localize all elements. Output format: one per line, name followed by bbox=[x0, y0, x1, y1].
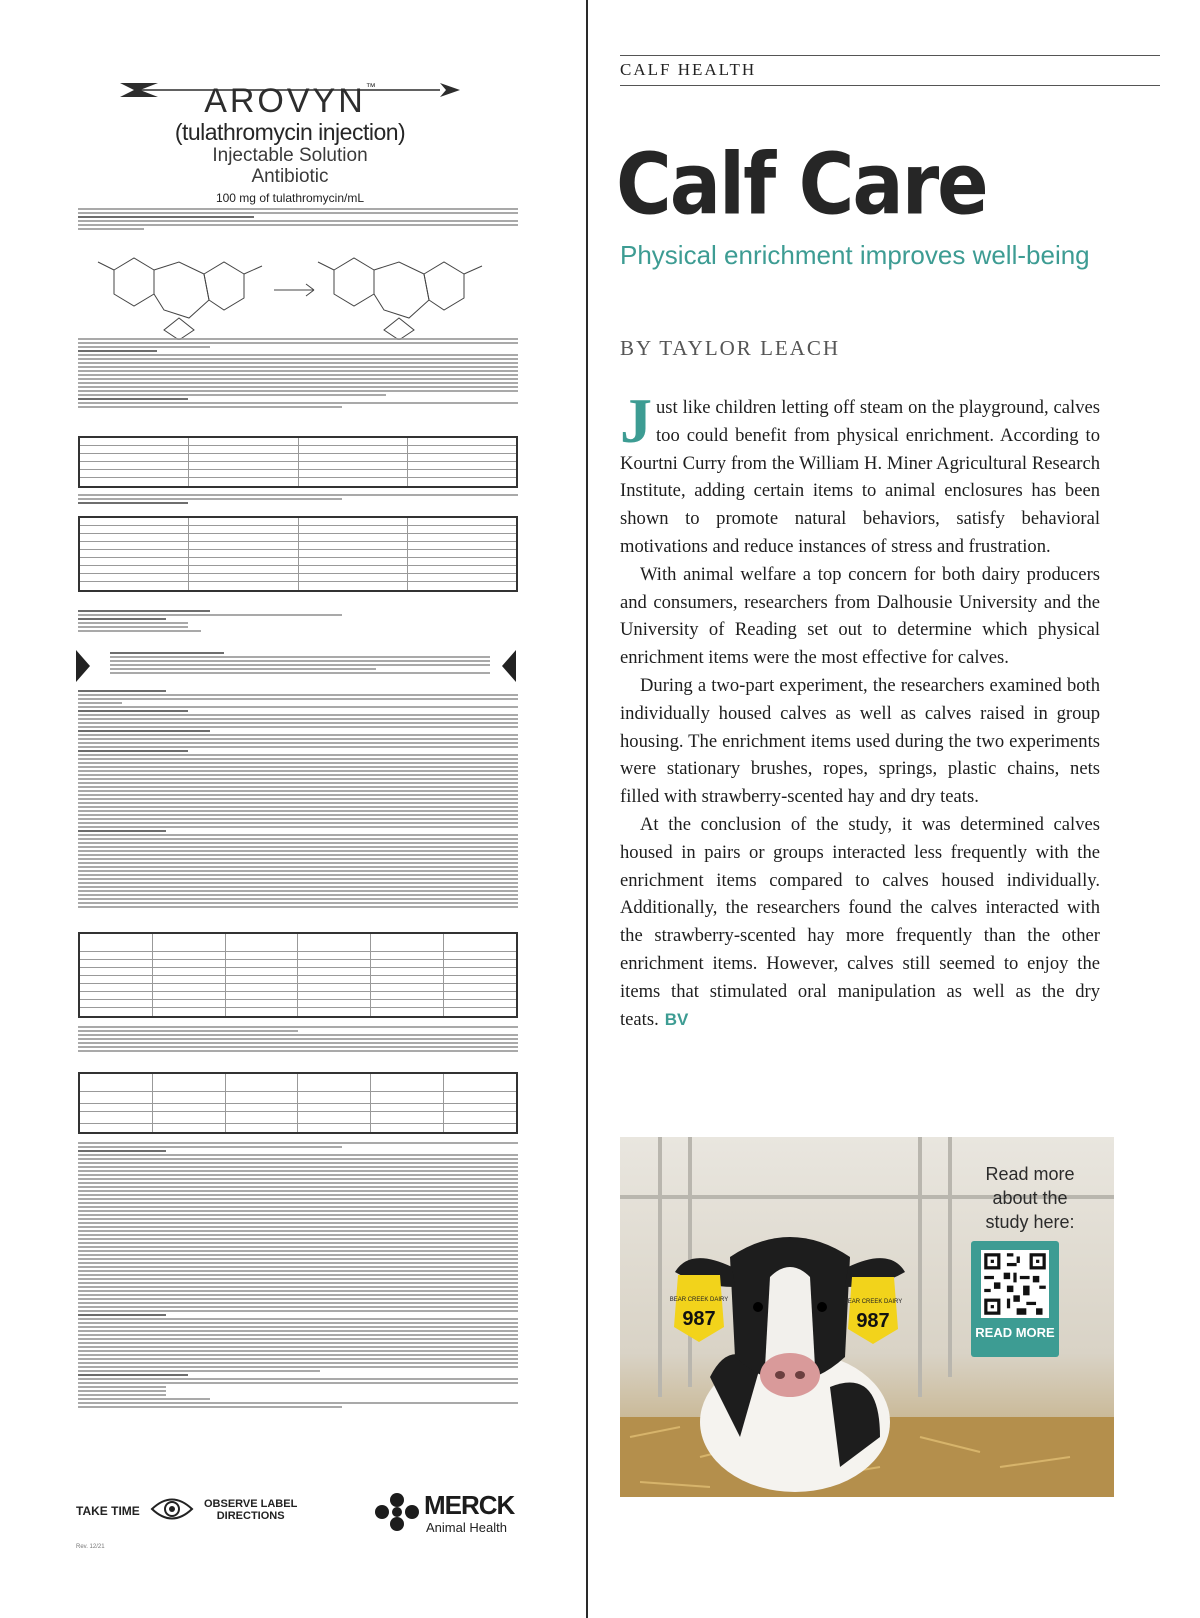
merck-logo-icon bbox=[372, 1492, 422, 1532]
article-subtitle: Physical enrichment improves well-being bbox=[620, 240, 1090, 270]
qr-code-card[interactable] bbox=[971, 1241, 1059, 1357]
form-line-2: Antibiotic bbox=[251, 166, 329, 187]
label-footer bbox=[76, 1490, 526, 1535]
read-more-button[interactable]: READ MORE bbox=[975, 1325, 1055, 1340]
fine-print-swine-mic bbox=[78, 1026, 518, 1054]
article-page bbox=[588, 0, 1200, 1618]
company-name: MERCK bbox=[424, 1490, 515, 1520]
company-division: Animal Health bbox=[426, 1520, 507, 1535]
mic-table-cattle bbox=[78, 932, 518, 1018]
drop-cap: J bbox=[620, 385, 652, 456]
article-title: Calf Care bbox=[616, 134, 987, 234]
chemical-structure-diagram bbox=[84, 240, 504, 340]
paragraph: At the conclusion of the study, it was determined calves housed in pairs or groups interacted less frequently with the enrichment items compared to calves housed individually. Additionally, the researchers found the calves interacted with the strawberry-scented hay more frequently than the other enrichment items. However, calves still seemed to enjoy the items that stimulated oral manipulation as well as the dry teats. BV bbox=[620, 813, 1100, 1030]
observe-label-text: OBSERVE LABEL DIRECTIONS bbox=[204, 1498, 298, 1522]
read-more-promo: Read more about the study here: bbox=[985, 1164, 1075, 1232]
concentration: 100 mg of tulathromycin/mL bbox=[215, 191, 365, 205]
fine-print-residue bbox=[110, 652, 490, 676]
ear-tag-number-left: 987 bbox=[682, 1308, 716, 1330]
dosing-table-swine bbox=[78, 516, 518, 592]
fine-print-swine bbox=[78, 494, 518, 506]
article-body bbox=[620, 385, 1100, 1033]
product-logo bbox=[100, 78, 480, 205]
paragraph: Just like children letting off steam on the playground, calves too could benefit from physical enrichment. According to Kourtni Curry from the William H. Miner Agricultural Research Institute, adding certain items to animal enclosures has been shown to promote natural behaviors, satisfy behavioral motivations and reduce instances of stress and frustration. bbox=[620, 385, 1100, 557]
fine-print-precautions bbox=[78, 690, 518, 910]
paragraph: During a two-part experiment, the researchers examined both individually housed calves as well as calves raised in group housing. The enrichment items used during the two experiments were stationary brushes, ropes, springs, plastic chains, nets filled with strawberry-scented hay and dry teats. bbox=[620, 674, 1100, 808]
paragraph: With animal welfare a top concern for both dairy producers and consumers, researchers from Dalhousie University and the University of Reading set out to determine which physical enrichment items were the most effective for calves. bbox=[620, 563, 1100, 669]
mic-table-swine bbox=[78, 1072, 518, 1134]
eye-icon bbox=[150, 1494, 194, 1524]
brand-name: AROVYN™ bbox=[204, 82, 376, 120]
dosing-table-cattle bbox=[78, 436, 518, 488]
fine-print-effectiveness bbox=[78, 1142, 518, 1410]
qr-code-icon[interactable] bbox=[981, 1250, 1049, 1318]
fold-mark-left bbox=[76, 650, 90, 682]
section-rule bbox=[620, 85, 1160, 86]
revision-note: Rev. 12/21 bbox=[76, 1544, 105, 1550]
calf-photo bbox=[620, 1137, 1114, 1497]
fine-print-intro bbox=[78, 208, 518, 232]
top-rule bbox=[620, 55, 1160, 56]
fine-print-contraindications bbox=[78, 610, 518, 634]
section-label: CALF HEALTH bbox=[620, 60, 757, 79]
end-mark: BV bbox=[664, 1009, 689, 1029]
fine-print-indications bbox=[78, 338, 518, 410]
generic-name: (tulathromycin injection) bbox=[174, 119, 406, 145]
product-label-page bbox=[0, 0, 580, 1618]
ear-tag-farm-right: BEAR CREEK DAIRY bbox=[843, 1299, 903, 1305]
fold-mark-right bbox=[502, 650, 516, 682]
byline: BY TAYLOR LEACH bbox=[620, 336, 841, 360]
ear-tag-number-right: 987 bbox=[856, 1310, 890, 1332]
form-line-1: Injectable Solution bbox=[212, 145, 368, 166]
ear-tag-farm-left: BEAR CREEK DAIRY bbox=[669, 1297, 729, 1303]
take-time-text: TAKE TIME bbox=[76, 1504, 140, 1518]
